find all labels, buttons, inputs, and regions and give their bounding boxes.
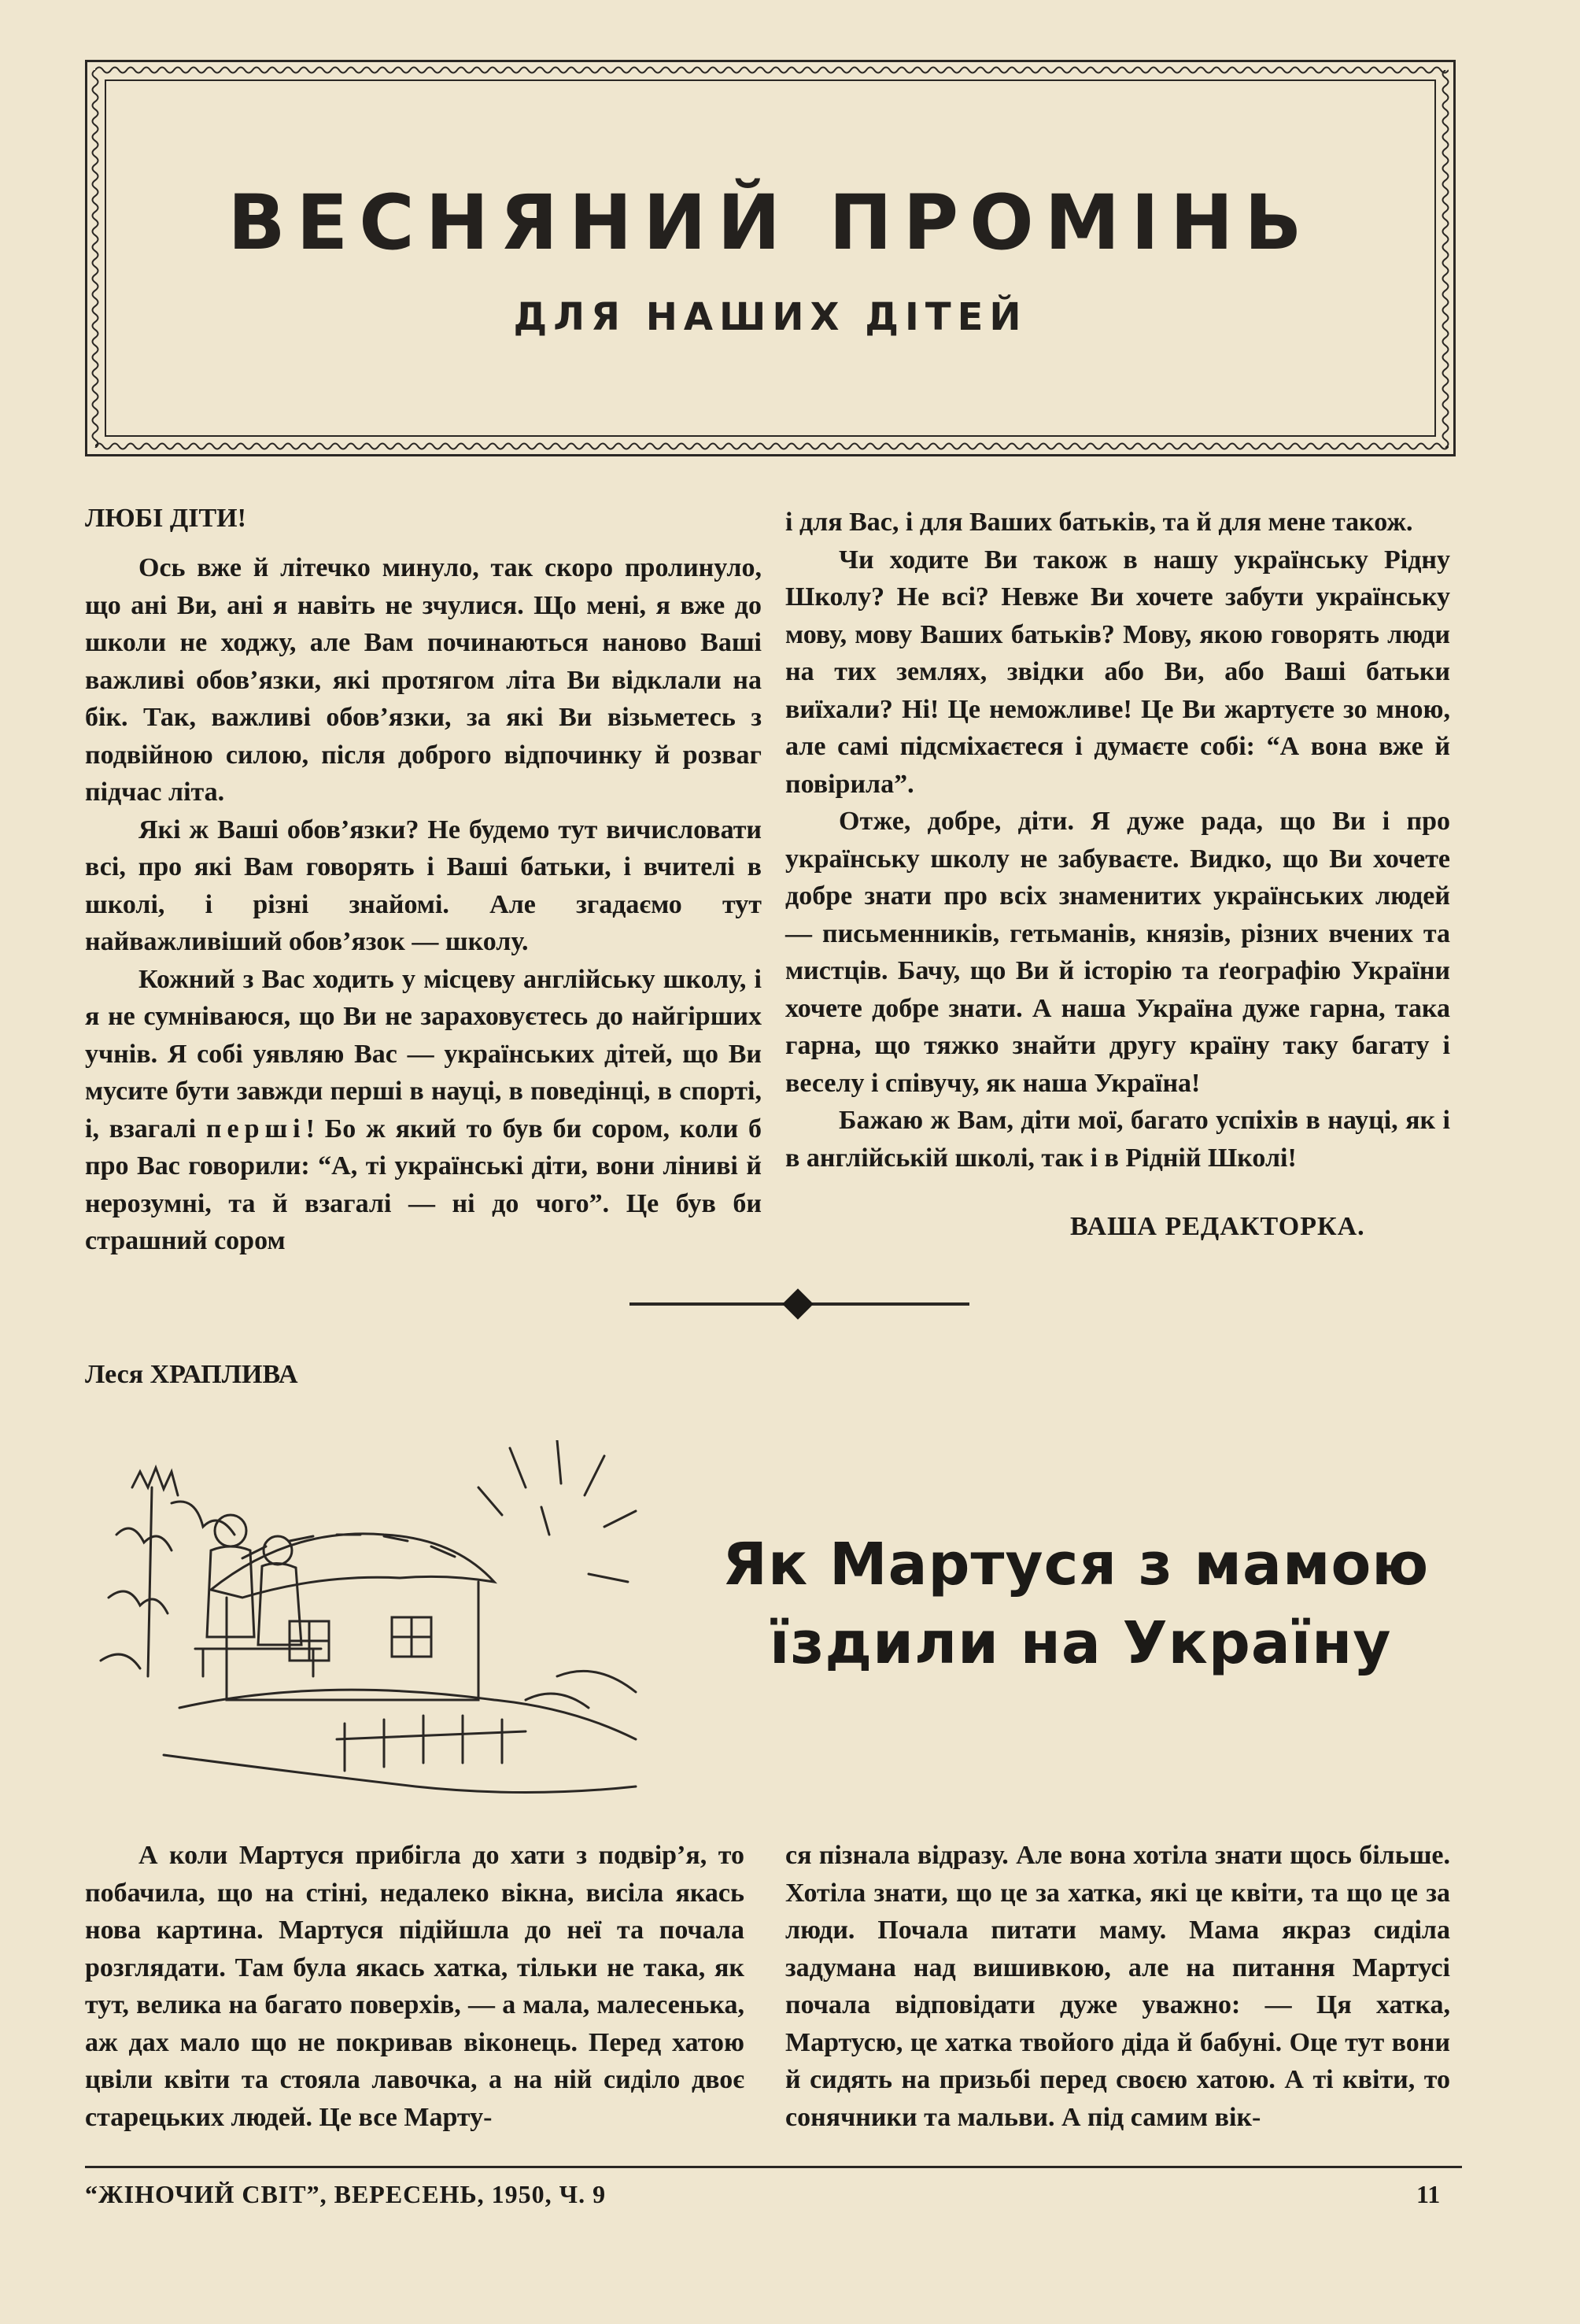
story-paragraph: А коли Мартуся прибігла до хати з подвір’я, то побачила, що на стіні, недалеко вікна, висіла якась нова картина. Мартуся підійшла до неї та почала розглядати. Там була якась хатка, тільки не така, як тут, велика на багато поверхів, — а мала, малесенька, аж дах мало що не покривав віконець. Перед хатою цвіли квіти та стояла лавочка, а на ній сиділо двоє старецьких людей. Це все Марту- <box>85 1841 744 2132</box>
diamond-divider-icon <box>782 1288 814 1320</box>
village-cottage-illustration-icon <box>85 1440 699 1810</box>
publication-info: “ЖІНОЧИЙ СВІТ”, ВЕРЕСЕНЬ, 1950, Ч. 9 <box>85 2180 607 2208</box>
letter-paragraph <box>85 961 762 1260</box>
page-number: 11 <box>1416 2180 1441 2208</box>
letter-left-column <box>85 549 762 1260</box>
footer-rule <box>85 2166 1462 2168</box>
letter-greeting: ЛЮБІ ДІТИ! <box>85 504 246 533</box>
story-title-line: Як Мартуся з мамою <box>722 1531 1430 1598</box>
letter-paragraph: і для Вас, і для Ваших батьків, та й для мене також. <box>785 508 1413 537</box>
letter-paragraph: Ось вже й літечко минуло, так скоро пролинуло, що ані Ви, ані я навіть не зчулися. Що мені, я вже до школи не ходжу, але Вам починаються наново Ваші важливі обов’язки, які протягом літа Ви відклали на бік. Так, важливі обов’язки, за які Ви візьметесь з подвійною силою, після доброго відпочинку й розваг підчас літа. <box>85 553 762 807</box>
story-title <box>722 1525 1462 1683</box>
wavy-border-icon <box>95 441 1449 452</box>
letter-paragraph: Бажаю ж Вам, діти мої, багато успіхів в науці, як і в англійській школі, так і в Рідній Школі! <box>785 1106 1450 1173</box>
letter-paragraph: Отже, добре, діти. Я дуже рада, що Ви і про українську школу не забуваєте. Видко, що Ви хочете добре знати про всіх знаменитих українських людей — письменників, гетьманів, князів, різних вчених та мистців. Бачу, що Ви й історію та ґеографію України хочете добре знати. А наша Україна дуже гарна, така гарна, що тяжко знайти другу країну таку багату і веселу і співучу, як наша Україна! <box>785 807 1450 1098</box>
story-paragraph: ся пізнала відразу. Але вона хотіла знати щось більше. Хотіла знати, що це за хатка, які це квіти, та що це за люди. Почала питати маму. Мама якраз сиділа задумана над вишивкою, але на питання Мартусі почала відповідати дуже уважно: — Ця хатка, Мартусю, це хатка твойого діда й бабуні. Оце тут вони й сидять на призьбі перед своєю хатою. А ті квіти, то сонячники та мальви. А під самим вік- <box>785 1841 1450 2132</box>
letter-text: ! Бо ж який то був би сором, коли б про Вас говорили: “А, ті українські діти, вони ліниві й нерозумні, та й взагалі — ні до чого”. Це був би страшний сором <box>85 1114 762 1255</box>
section-subtitle: ДЛЯ НАШИХ ДІТЕЙ <box>513 295 1028 339</box>
story-title-line: їздили на Україну <box>770 1609 1392 1677</box>
story-right-column <box>785 1837 1450 2136</box>
letter-paragraph: Які ж Ваші обов’язки? Не будемо тут вичисловати всі, про які Вам говорять і Ваші батьки, і вчителі в школі, і різні знайомі. Але згадаємо тут найважливіший обов’язок — школу. <box>85 815 762 956</box>
section-title: ВЕСНЯНИЙ ПРОМІНЬ <box>227 179 1313 267</box>
editor-signature: ВАША РЕДАКТОРКА. <box>1070 1212 1365 1241</box>
emphasized-word: перші <box>205 1114 306 1144</box>
wavy-border-icon <box>95 65 1449 76</box>
letter-text: Кожний з Вас ходить у місцеву англійську школу, і я не сумніваюся, що Ви не зараховуєтесь до найгірших учнів. Я собі уявляю Вас — українських дітей, що Ви мусите бути завжди перші в науці, в поведінці, в спорті, і, взагалі <box>85 964 762 1144</box>
story-author: Леся ХРАПЛИВА <box>85 1360 298 1389</box>
header-frame <box>85 60 1456 456</box>
letter-right-column <box>785 504 1450 1177</box>
letter-paragraph: Чи ходите Ви також в нашу українську Рідну Школу? Не всі? Невже Ви хочете забути українську мову, мову Ваших батьків? Мову, якою говорять люди на тих землях, звідки або Ви, або Ваші батьки виїхали? Ні! Це неможливе! Це Ви жартуєте зо мною, але самі підсміхаєтеся і думаєте собі: “А вона вже й повірила”. <box>785 545 1450 799</box>
story-left-column <box>85 1837 744 2136</box>
